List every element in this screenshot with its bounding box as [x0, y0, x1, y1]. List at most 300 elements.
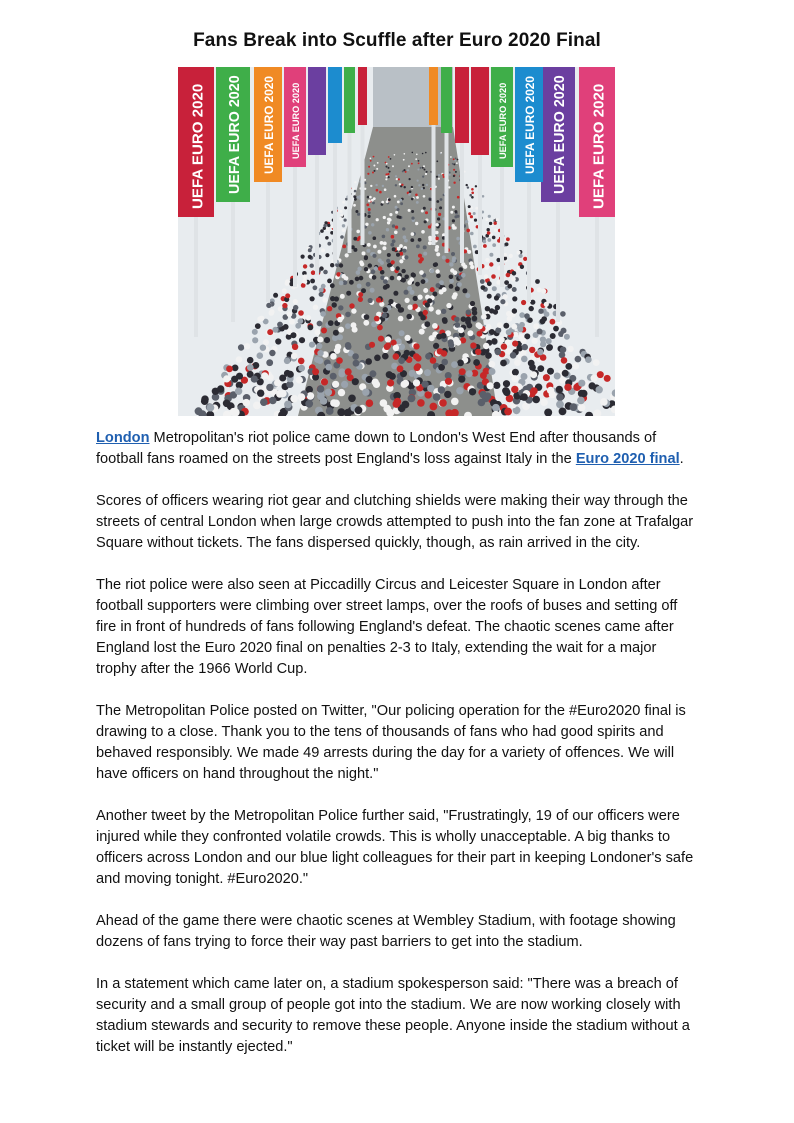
crowd-person: [415, 158, 417, 160]
crowd-person: [320, 397, 328, 405]
crowd-person: [455, 158, 457, 160]
crowd-person: [544, 302, 549, 307]
crowd-person: [247, 357, 254, 364]
crowd-person: [391, 235, 395, 239]
crowd-person: [405, 335, 411, 341]
crowd-person: [456, 237, 460, 241]
crowd-person: [330, 353, 337, 360]
crowd-person: [380, 241, 384, 245]
crowd-person: [392, 224, 395, 227]
crowd-person: [351, 322, 357, 328]
crowd-person: [487, 281, 492, 286]
crowd-person: [364, 256, 368, 260]
crowd-person: [223, 375, 230, 382]
crowd-person: [446, 303, 451, 308]
crowd-person: [293, 305, 298, 310]
crowd-person: [435, 231, 439, 235]
crowd-person: [324, 337, 330, 343]
crowd-person: [247, 364, 254, 371]
crowd-person: [451, 252, 455, 256]
crowd-person: [512, 375, 519, 382]
crowd-person: [550, 319, 556, 325]
crowd-person: [418, 162, 420, 164]
crowd-person: [385, 162, 387, 164]
crowd-person: [394, 195, 397, 198]
crowd-person: [320, 229, 324, 233]
crowd-person: [378, 258, 382, 262]
crowd-person: [497, 322, 503, 328]
crowd-person: [511, 386, 518, 393]
crowd-person: [252, 329, 258, 335]
crowd-person: [411, 273, 416, 278]
crowd-person: [438, 213, 441, 216]
crowd-person: [506, 237, 510, 241]
crowd-person: [236, 373, 243, 380]
crowd-person: [382, 235, 386, 239]
crowd-person: [485, 352, 492, 359]
crowd-person: [364, 267, 368, 271]
crowd-photo: [178, 67, 615, 416]
crowd-person: [521, 356, 528, 363]
crowd-person: [292, 344, 298, 350]
crowd-person: [372, 275, 377, 280]
crowd-person: [403, 159, 405, 161]
crowd-person: [340, 214, 343, 217]
crowd-person: [451, 361, 458, 368]
crowd-person: [503, 323, 509, 329]
crowd-person: [356, 196, 359, 199]
crowd-person: [355, 406, 363, 414]
crowd-person: [512, 308, 517, 313]
crowd-person: [370, 185, 372, 187]
crowd-person: [312, 368, 319, 375]
crowd-person: [404, 239, 408, 243]
crowd-person: [424, 169, 426, 171]
crowd-person: [489, 329, 495, 335]
crowd-person: [435, 269, 439, 273]
crowd-person: [260, 398, 268, 406]
crowd-person: [511, 277, 516, 282]
crowd-person: [323, 224, 326, 227]
crowd-person: [392, 165, 394, 167]
crowd-person: [398, 178, 400, 180]
crowd-person: [348, 395, 356, 403]
crowd-person: [301, 255, 305, 259]
banner-flag: [358, 67, 367, 125]
crowd-person: [313, 305, 318, 310]
crowd-person: [416, 196, 419, 199]
crowd-person: [373, 236, 377, 240]
crowd-person: [496, 218, 499, 221]
crowd-person: [266, 384, 273, 391]
crowd-person: [413, 379, 420, 386]
crowd-person: [406, 314, 412, 320]
crowd-person: [345, 253, 349, 257]
crowd-person: [307, 392, 315, 400]
crowd-person: [369, 370, 376, 377]
crowd-person: [375, 184, 377, 186]
crowd-person: [425, 211, 428, 214]
crowd-person: [372, 172, 374, 174]
crowd-person: [310, 264, 314, 268]
crowd-person: [201, 397, 209, 405]
crowd-person: [353, 204, 356, 207]
crowd-person: [337, 317, 343, 323]
crowd-person: [372, 202, 375, 205]
crowd-person: [453, 175, 455, 177]
crowd-person: [487, 231, 491, 235]
crowd-person: [456, 387, 463, 394]
crowd-person: [511, 324, 517, 330]
paragraph-5: Another tweet by the Metropolitan Police further said, "Frustratingly, 19 of our officers were injured while they confronted volatile crowds. This is wholly unacceptable. A big thanks to officers across London and our blue light colleagues for their part in keeping Londoner's safe and moving tonight. #Euro2020.": [96, 808, 694, 887]
crowd-person: [492, 236, 496, 240]
crowd-person: [370, 160, 372, 162]
crowd-person: [289, 319, 295, 325]
crowd-person: [404, 186, 406, 188]
banner-flag: [471, 67, 489, 155]
crowd-person: [465, 220, 468, 223]
crowd-person: [379, 191, 382, 194]
crowd-person: [390, 158, 392, 160]
paragraph-2: Scores of officers wearing riot gear and clutching shields were making their way through the streets of central London when large crowds attempted to push into the fan zone at Trafalgar Square without tickets. The fans dispersed quickly, though, as rain arrived in the city.: [96, 493, 694, 551]
paragraph-1-text: Metropolitan's riot police came down to London's West End after thousands of football fans roamed on the streets post England's loss against Italy in the: [96, 430, 657, 467]
crowd-person: [474, 219, 477, 222]
crowd-person: [441, 359, 448, 366]
crowd-person: [393, 353, 400, 360]
crowd-person: [449, 284, 454, 289]
crowd-person: [303, 264, 307, 268]
crowd-person: [416, 201, 419, 204]
crowd-person: [354, 181, 356, 183]
crowd-person: [404, 290, 409, 295]
crowd-person: [472, 307, 477, 312]
crowd-person: [492, 404, 500, 412]
crowd-person: [384, 188, 387, 191]
crowd-person: [489, 222, 492, 225]
crowd-person: [466, 370, 473, 377]
crowd-person: [495, 305, 500, 310]
crowd-person: [457, 360, 464, 367]
crowd-person: [428, 236, 432, 240]
crowd-person: [466, 310, 471, 315]
crowd-person: [470, 232, 474, 236]
crowd-person: [494, 295, 499, 300]
banner-text: UEFA EURO 2020: [498, 82, 508, 159]
crowd-person: [330, 373, 337, 380]
crowd-person: [480, 279, 485, 284]
crowd-person: [368, 215, 371, 218]
crowd-person: [422, 153, 424, 155]
crowd-person: [376, 189, 379, 192]
crowd-person: [373, 245, 377, 249]
crowd-person: [477, 324, 483, 330]
crowd-person: [413, 343, 419, 349]
crowd-person: [391, 260, 395, 264]
crowd-person: [452, 206, 455, 209]
crowd-person: [223, 400, 231, 408]
crowd-person: [438, 174, 440, 176]
crowd-person: [287, 371, 294, 378]
crowd-person: [398, 357, 405, 364]
crowd-person: [388, 156, 390, 158]
article-photo: [178, 67, 615, 416]
crowd-person: [344, 206, 347, 209]
crowd-person: [567, 346, 573, 352]
crowd-person: [392, 239, 396, 243]
crowd-person: [368, 211, 371, 214]
banner-flag: [429, 67, 438, 125]
crowd-person: [445, 259, 449, 263]
crowd-person: [471, 196, 474, 199]
crowd-person: [448, 342, 454, 348]
crowd-person: [394, 154, 396, 156]
crowd-person: [454, 317, 460, 323]
crowd-person: [338, 389, 345, 396]
crowd-person: [413, 353, 420, 360]
crowd-person: [458, 376, 465, 383]
crowd-person: [457, 196, 460, 199]
crowd-person: [325, 364, 332, 371]
crowd-person: [459, 368, 466, 375]
crowd-person: [290, 395, 298, 403]
crowd-person: [282, 288, 287, 293]
crowd-person: [325, 253, 329, 257]
crowd-person: [358, 292, 363, 297]
crowd-person: [547, 387, 554, 394]
crowd-person: [449, 262, 453, 266]
crowd-person: [402, 227, 405, 230]
crowd-person: [506, 329, 512, 335]
crowd-person: [428, 241, 432, 245]
crowd-person: [344, 219, 347, 222]
crowd-person: [423, 288, 428, 293]
crowd-person: [373, 197, 376, 200]
crowd-person: [561, 357, 568, 364]
crowd-person: [387, 253, 391, 257]
crowd-person: [339, 263, 343, 267]
crowd-person: [387, 221, 390, 224]
crowd-person: [383, 307, 388, 312]
crowd-person: [384, 344, 390, 350]
crowd-person: [424, 369, 431, 376]
crowd-person: [560, 311, 566, 317]
crowd-person: [309, 342, 315, 348]
crowd-person: [401, 184, 403, 186]
banner-text: UEFA EURO 2020: [227, 75, 244, 194]
crowd-person: [345, 342, 351, 348]
crowd-person: [235, 388, 242, 395]
crowd-person: [421, 279, 426, 284]
crowd-person: [383, 216, 386, 219]
crowd-person: [408, 305, 413, 310]
crowd-person: [454, 322, 460, 328]
crowd-person: [366, 203, 369, 206]
crowd-person: [483, 343, 489, 349]
crowd-person: [313, 285, 318, 290]
crowd-person: [298, 318, 304, 324]
crowd-person: [383, 279, 388, 284]
crowd-person: [600, 398, 608, 406]
crowd-person: [441, 309, 446, 314]
crowd-person: [351, 308, 356, 313]
crowd-person: [382, 353, 389, 360]
crowd-person: [332, 381, 339, 388]
crowd-person: [346, 291, 351, 296]
crowd-person: [395, 211, 398, 214]
crowd-person: [404, 153, 406, 155]
crowd-person: [578, 390, 585, 397]
crowd-person: [471, 188, 474, 191]
crowd-person: [470, 301, 475, 306]
crowd-person: [363, 320, 369, 326]
crowd-person: [279, 375, 286, 382]
crowd-person: [424, 321, 430, 327]
crowd-person: [328, 320, 334, 326]
crowd-person: [430, 287, 435, 292]
crowd-person: [374, 266, 378, 270]
crowd-person: [345, 198, 348, 201]
crowd-person: [403, 249, 407, 253]
crowd-person: [374, 355, 381, 362]
crowd-person: [257, 352, 264, 359]
crowd-person: [470, 219, 473, 222]
crowd-person: [358, 297, 363, 302]
crowd-person: [368, 166, 370, 168]
crowd-person: [388, 167, 390, 169]
link-london[interactable]: London: [96, 430, 150, 446]
crowd-person: [456, 162, 458, 164]
crowd-person: [585, 356, 592, 363]
crowd-person: [342, 224, 345, 227]
crowd-person: [402, 380, 409, 387]
crowd-person: [484, 274, 489, 279]
crowd-person: [512, 341, 518, 347]
crowd-person: [453, 169, 455, 171]
crowd-person: [397, 208, 400, 211]
crowd-person: [284, 401, 292, 409]
crowd-person: [302, 279, 307, 284]
crowd-person: [596, 386, 603, 393]
crowd-person: [514, 359, 521, 366]
crowd-person: [372, 254, 376, 258]
crowd-person: [388, 299, 393, 304]
crowd-person: [485, 218, 488, 221]
crowd-person: [236, 356, 243, 363]
crowd-person: [305, 400, 313, 408]
crowd-person: [487, 294, 492, 299]
crowd-person: [317, 337, 323, 343]
crowd-person: [396, 178, 398, 180]
crowd-person: [316, 343, 322, 349]
paragraph-7: In a statement which came later on, a stadium spokesperson said: "There was a breach of security and a small group of people got into the stadium. We are now working closely with stadium stewards and security to remove these people. Anyone inside the stadium without a ticket will be instantly ejected.": [96, 976, 690, 1055]
crowd-person: [378, 266, 382, 270]
crowd-person: [332, 335, 338, 341]
crowd-person: [367, 243, 371, 247]
crowd-person: [457, 282, 462, 287]
crowd-person: [512, 287, 517, 292]
crowd-person: [512, 296, 517, 301]
crowd-person: [541, 289, 546, 294]
crowd-person: [554, 373, 561, 380]
banner-text: UEFA EURO 2020: [262, 76, 276, 174]
crowd-person: [399, 259, 403, 263]
crowd-person: [425, 173, 427, 175]
crowd-person: [423, 245, 427, 249]
crowd-person: [243, 399, 251, 407]
crowd-person: [362, 251, 366, 255]
crowd-person: [453, 182, 455, 184]
crowd-person: [368, 200, 371, 203]
crowd-person: [420, 167, 422, 169]
crowd-person: [449, 172, 451, 174]
crowd-person: [397, 365, 404, 372]
crowd-person: [368, 208, 371, 211]
crowd-person: [373, 165, 375, 167]
crowd-person: [417, 399, 425, 407]
crowd-person: [410, 238, 414, 242]
crowd-person: [437, 217, 440, 220]
crowd-person: [352, 353, 359, 360]
banner-text: UEFA EURO 2020: [552, 75, 569, 194]
crowd-person: [376, 297, 381, 302]
crowd-person: [335, 344, 341, 350]
crowd-person: [537, 329, 543, 335]
crowd-person: [467, 330, 473, 336]
crowd-person: [411, 210, 414, 213]
crowd-person: [472, 316, 478, 322]
crowd-person: [278, 306, 283, 311]
crowd-person: [492, 286, 497, 291]
crowd-person: [387, 218, 390, 221]
crowd-person: [275, 338, 281, 344]
crowd-person: [366, 282, 371, 287]
crowd-person: [486, 324, 492, 330]
crowd-person: [442, 174, 444, 176]
article-body: [96, 428, 700, 1079]
crowd-person: [589, 382, 596, 389]
crowd-person: [443, 176, 445, 178]
crowd-person: [570, 403, 578, 411]
crowd-person: [424, 220, 427, 223]
crowd-person: [564, 334, 570, 340]
crowd-person: [273, 293, 278, 298]
crowd-person: [321, 328, 327, 334]
crowd-person: [495, 349, 501, 355]
crowd-person: [485, 306, 490, 311]
crowd-person: [416, 245, 420, 249]
crowd-person: [445, 378, 452, 385]
crowd-person: [338, 305, 343, 310]
crowd-person: [467, 186, 469, 188]
crowd-person: [338, 327, 344, 333]
crowd-person: [572, 363, 579, 370]
crowd-person: [322, 297, 327, 302]
link-euro-2020-final[interactable]: Euro 2020 final: [575, 451, 680, 467]
crowd-person: [522, 344, 528, 350]
crowd-person: [395, 206, 398, 209]
crowd-person: [435, 237, 439, 241]
crowd-person: [492, 243, 496, 247]
crowd-person: [385, 178, 387, 180]
crowd-person: [251, 376, 258, 383]
crowd-person: [421, 210, 424, 213]
crowd-person: [559, 408, 567, 416]
crowd-person: [418, 295, 423, 300]
crowd-person: [388, 198, 391, 201]
crowd-person: [564, 384, 571, 391]
crowd-person: [496, 258, 500, 262]
crowd-person: [503, 389, 510, 396]
